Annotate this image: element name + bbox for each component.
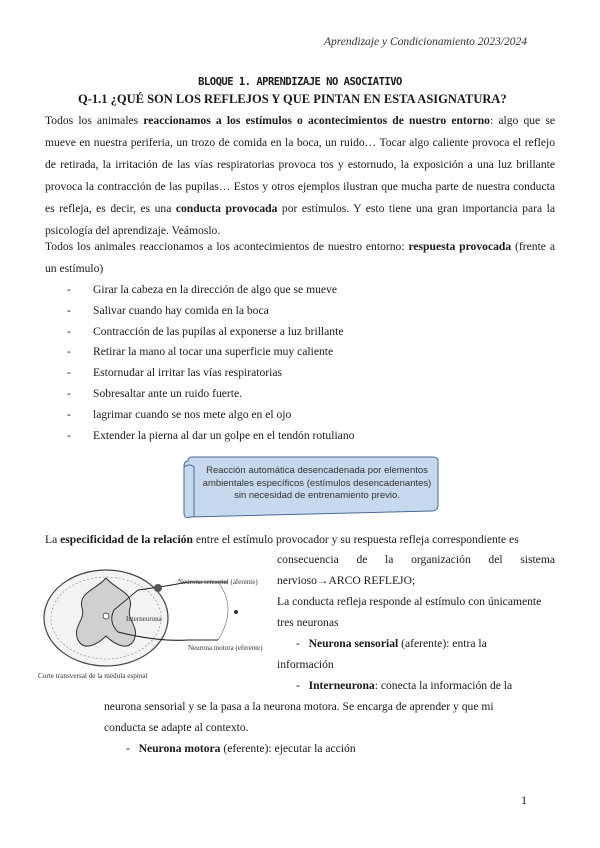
label-interneuron: Interneurona [126,615,162,623]
interneuron-line-3: conducta se adapte al contexto. [104,721,249,734]
block-title: BLOQUE 1. APRENDIZAJE NO ASOCIATIVO [198,76,402,88]
definition-callout [180,455,442,517]
specificity-line-2: consecuencia de la organización del sistema [277,553,555,566]
spinal-cord-figure [38,560,273,685]
intro-paragraph: Todos los animales reaccionamos a los estímulos o acontecimientos de nuestro entorno: algo que se mueve en nuestra periferia, un trozo de comida en la boca, un ruido… Tocar algo caliente provoca el reflejo de retirada, la irritación de las vías respiratorias provoca tos y estornudo, la exposición a una luz brillante provoca la contracción de las pupilas… Estos y otros ejemplos ilustran que mucha parte de nuestra conducta es refleja, es decir, es una conducta provocada por estímulos. Y esto tiene una gran importancia para la psicología del aprendizaje. Veámoslo. [45,114,555,237]
list-item: - Salivar cuando hay comida en la boca [67,303,269,317]
list-item: - Extender la pierna al dar un golpe en el tendón rotuliano [67,428,355,442]
specificity-line-1: La especificidad de la relación entre el estímulo provocador y su respuesta refleja correspondiente es [45,533,519,546]
list-item: - Sobresaltar ante un ruido fuerte. [67,386,243,400]
list-item: - lagrimar cuando se nos mete algo en el ojo [67,407,292,421]
question-title: Q-1.1 ¿QUÉ SON LOS REFLEJOS Y QUE PINTAN EN ESTA ASIGNATURA? [78,92,507,106]
interneuron-line-2: neurona sensorial y se la pasa a la neurona motora. Se encarga de aprender y que mi [104,700,494,713]
specificity-line-3: nervioso→ARCO REFLEJO; [277,574,416,587]
motor-neuron-item: - Neurona motora (eferente): ejecutar la acción [126,742,356,755]
list-item: - Retirar la mano al tocar una superficie muy caliente [67,345,334,359]
sensory-neuron-item: - Neurona sensorial (aferente): entra la [296,637,487,650]
figure-caption: Corte transversal de la médula espinal [38,672,148,680]
list-item: - Contracción de las pupilas al exponerse a luz brillante [67,324,344,338]
page-number: 1 [521,793,527,807]
response-paragraph: Todos los animales reaccionamos a los acontecimientos de nuestro entorno: respuesta provocada (frente a un estímulo) [45,240,555,275]
callout-text: Reacción automática desencadenada por elementos ambientales específicos (estímulos desencadenantes) sin necesidad de entrenamiento previo. [202,465,432,501]
reflex-list [45,280,555,446]
label-sensory-neuron: Neurona sensorial (aferente) [178,578,258,586]
sensory-neuron-line-2: información [277,658,334,671]
specificity-line-4: La conducta refleja responde al estímulo con únicamente [277,595,542,608]
label-motor-neuron: Neurona motora (eferente) [188,644,263,652]
list-item: - Girar la cabeza en la dirección de algo que se mueve [67,283,337,296]
interneuron-item: - Interneurona: conecta la información de la [296,679,513,692]
document-header: Aprendizaje y Condicionamiento 2023/2024 [323,36,527,48]
list-item: - Estornudar al irritar las vías respiratorias [67,366,282,380]
specificity-line-5: tres neuronas [277,616,339,629]
